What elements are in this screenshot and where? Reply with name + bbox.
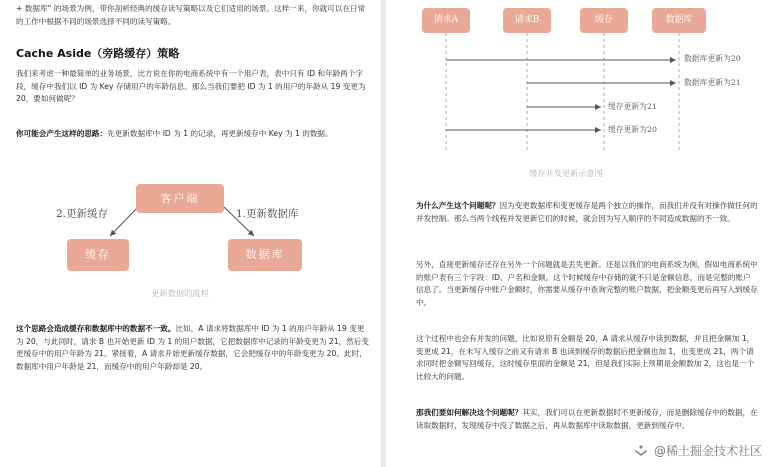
solution-rest: 其实，我们可以在更新数据时不更新缓存，而是删除缓存中的数据，在读取数据时，发现缓存中没了数据之后，再从数据库中读取数据，更新到缓存中。: [416, 408, 758, 430]
actor-request-a: 请求A: [422, 8, 470, 33]
inconsistency-bold: 这个思路会造成缓存和数据库中的数据不一致。: [16, 324, 176, 333]
cache-box: 缓存: [67, 239, 129, 271]
intro-paragraph: + 数据库” 的场景为例，带你剖析经典的缓存读写策略以及它们适用的场景。这样一来，你就可以在日常的工作中根据不同的场景选择不同的读写策略。: [16, 4, 366, 26]
paragraph-concurrency: 这个过程中也会有并发的问题，比如说原有金额是 20，A 请求从缓存中读到数据，并且把金额加 1，变更成 21，在未写入缓存之前又有请求 B 也读到缓存的数据后把金额也加 1，也变更成 21，两个请求同时把金额写回缓存，这时缓存里面的金额是 21，但是我们实际上预期是金额数加 2，这也是一个比较大的问题。: [416, 334, 755, 381]
inconsistency-rest: 比如，A 请求将数据库中 ID 为 1 的用户年龄从 19 变更为 20，与此同时，请求 B 也开始更新 ID 为 1 的用户数据，它把数据库中记录的年龄变更为 21，然后变更缓存中的用户年龄为 21。紧接着，A 请求开始更新缓存数据，它会把缓存中的年龄变更为 20。此时，数据库中用户年龄是 21，而缓存中的用户年龄却是 20。: [16, 324, 369, 371]
watermark-text: @稀土掘金技术社区: [653, 444, 762, 458]
right-page: [386, 0, 772, 467]
msg-label-4: 缓存更新为20: [608, 125, 657, 134]
client-box: 客户端: [136, 184, 224, 213]
why-bold: 为什么产生这个问题呢？: [416, 201, 500, 210]
paragraph-lost-update: 另外，直接更新缓存还存在另外一个问题就是丢失更新。还是以我们的电商系统为例，假如电商系统中的账户表有三个字段：ID、户名和金额，这个时候缓存中存储的就不只是金额信息，而是完整的账户信息了。当更新缓存中账户金额时，你需要从缓存中查询完整的账户数据，把金额变更后再写入到缓存中。: [416, 260, 758, 307]
paragraph-inconsistency: [16, 323, 370, 373]
actor-db: 数据库: [652, 8, 706, 33]
juejin-logo-icon: [633, 444, 649, 458]
msg-label-1: 数据库更新为20: [684, 54, 741, 63]
label-update-cache: 2.更新缓存: [56, 208, 109, 220]
paragraph-solution: [416, 407, 758, 432]
section-heading: Cache Aside（旁路缓存）策略: [16, 47, 180, 60]
label-update-db: 1.更新数据库: [236, 208, 299, 220]
actor-request-b: 请求B: [503, 8, 551, 33]
idea-bold: 你可能会产生这样的思路：: [16, 129, 108, 138]
flow-caption: 更新数据的流程: [151, 288, 209, 298]
db-box: 数据库: [228, 239, 302, 271]
why-rest: 因为变更数据库和变更缓存是两个独立的操作，而我们并没有对操作做任何的并发控制。那么当两个线程并发更新它们的时候，就会因为写入顺序的不同造成数据的不一致。: [416, 201, 758, 223]
flow-arrows: [0, 0, 381, 300]
paragraph-why: [416, 200, 758, 225]
actor-cache: 缓存: [580, 8, 628, 33]
paragraph-scenario: 我们来考虑一种最简单的业务场景，比方说在你的电商系统中有一个用户表，表中只有 ID 和年龄两个字段，缓存中我们以 ID 为 Key 存储用户的年龄信息。那么当我们要把 ID 为 1 的用户的年龄从 19 变更为 20，要如何做呢？: [16, 69, 366, 104]
sequence-caption: 缓存并发更新示意图: [529, 168, 603, 178]
watermark: [633, 442, 762, 459]
msg-label-3: 缓存更新为21: [608, 102, 657, 111]
idea-rest: 先更新数据库中 ID 为 1 的记录，再更新缓存中 Key 为 1 的数据。: [107, 129, 333, 138]
left-page: [0, 0, 381, 467]
arrow-to-cache: [110, 207, 138, 236]
solution-bold: 那我们要如何解决这个问题呢？: [416, 408, 523, 417]
msg-label-2: 数据库更新为21: [684, 78, 741, 87]
